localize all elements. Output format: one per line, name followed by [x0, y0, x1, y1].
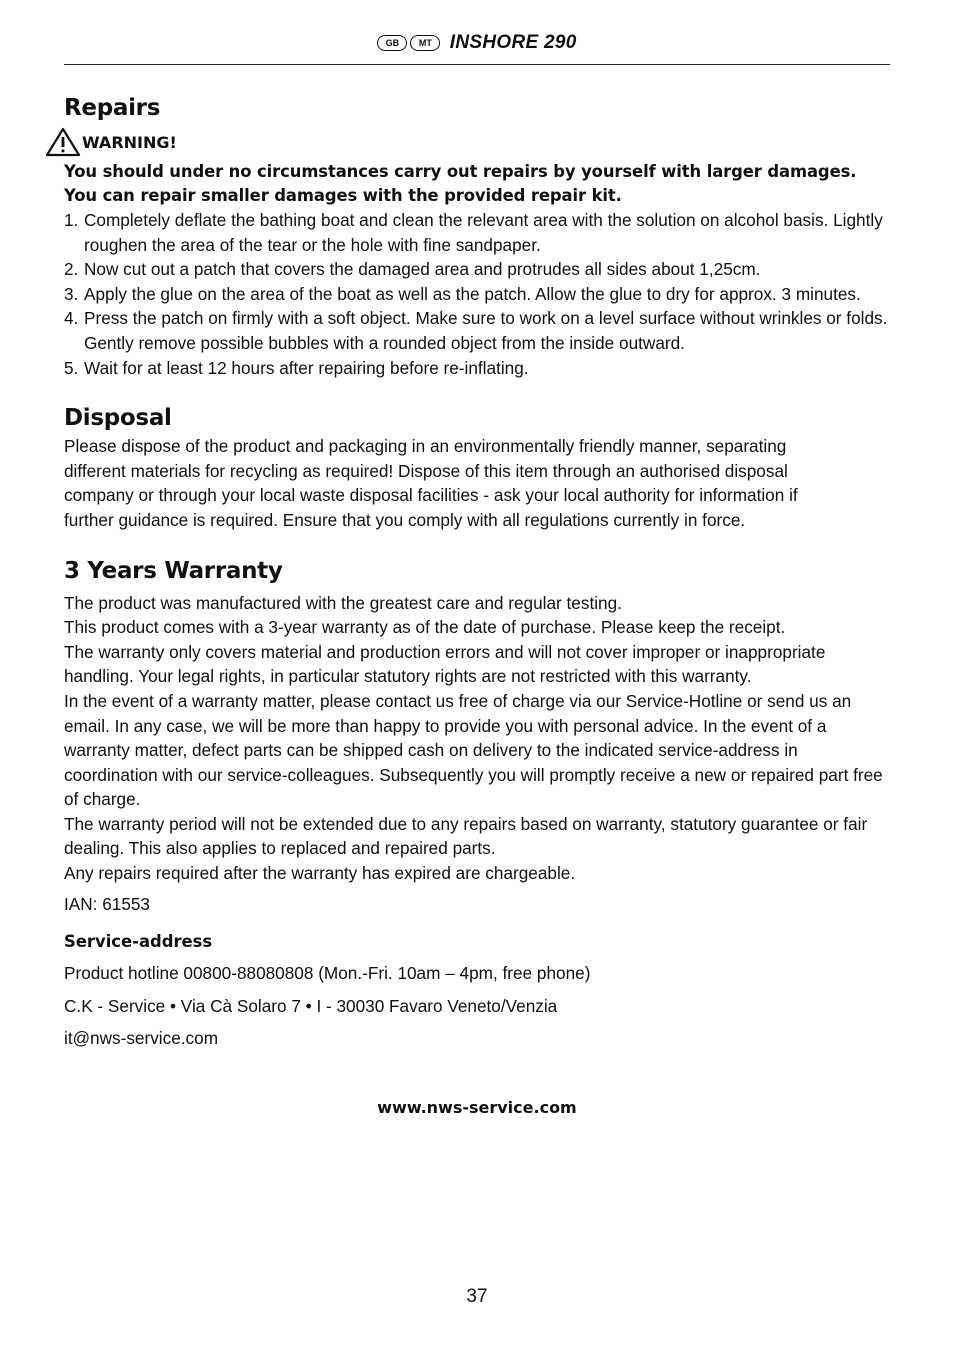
country-badge-gb: GB	[377, 35, 407, 51]
warning-label: WARNING!	[82, 132, 177, 152]
list-item: 2. Now cut out a patch that covers the damaged area and protrudes all sides about 1,25cm.	[64, 259, 761, 280]
ian-number: IAN: 61553	[64, 893, 150, 914]
warning-triangle-icon	[44, 126, 82, 158]
service-email[interactable]: it@nws-service.com	[64, 1028, 219, 1049]
warning-row	[44, 126, 894, 158]
service-hotline: Product hotline 00800-88080808 (Mon.-Fri. 10am – 4pm, free phone)	[64, 963, 591, 984]
page-number: 37	[466, 1286, 488, 1307]
warranty-paragraph: Any repairs required after the warranty has expired are chargeable.	[64, 863, 576, 884]
list-item: 5. Wait for at least 12 hours after repairing before re-inflating.	[64, 357, 529, 378]
list-item: 1. Completely deflate the bathing boat and clean the relevant area with the solution on alcohol basis. Lightly roughen the area of the tear or the hole with fine sandpaper.	[64, 210, 883, 255]
country-badge-mt: MT	[410, 35, 440, 51]
repairs-heading: Repairs	[64, 95, 161, 121]
warranty-paragraph: The warranty period will not be extended due to any repairs based on warranty, statutory guarantee or fair dealing. This also applies to replaced and repaired parts.	[64, 813, 868, 859]
model-name: INSHORE 290	[449, 32, 577, 53]
warranty-heading: 3 Years Warranty	[64, 557, 283, 584]
disposal-heading: Disposal	[64, 405, 172, 432]
warranty-paragraph: In the event of a warranty matter, please contact us free of charge via our Service-Hotline or send us an email. In any case, we will be more than happy to provide you with personal advice. In the event of a warranty matter, defect parts can be shipped cash on delivery to the indicated service-address in coordination with our service-colleagues. Subsequently you will promptly receive a new or repaired part free of charge.	[64, 690, 883, 810]
page-header	[64, 30, 890, 65]
website-link[interactable]: www.nws-service.com	[377, 1098, 577, 1117]
list-item: 3. Apply the glue on the area of the boat as well as the patch. Allow the glue to dry for approx. 3 minutes.	[64, 283, 861, 304]
repair-steps	[64, 208, 894, 380]
service-address-heading: Service-address	[64, 932, 213, 952]
warranty-paragraph: The warranty only covers material and production errors and will not cover improper or inappropriate handling. Your legal rights, in particular statutory rights are not restricted with this warranty.	[64, 641, 826, 687]
disposal-text: Please dispose of the product and packaging in an environmentally friendly manner, separating different materials for recycling as required! Dispose of this item through an authorised disposal company or through your local waste disposal facilities - ask your local authority for information if further guidance is required. Ensure that you comply with all regulations currently in force.	[64, 436, 798, 530]
warning-text: You should under no circumstances carry out repairs by yourself with larger damages. You can repair smaller damages with the provided repair kit.	[64, 162, 857, 205]
warranty-paragraph: The product was manufactured with the greatest care and regular testing.	[64, 592, 622, 613]
list-item: 4. Press the patch on firmly with a soft object. Make sure to work on a level surface without wrinkles or folds. Gently remove possible bubbles with a rounded object from the inside outward.	[64, 308, 888, 353]
service-address: C.K - Service • Via Cà Solaro 7 • I - 30030 Favaro Veneto/Venzia	[64, 995, 558, 1016]
warranty-paragraph: This product comes with a 3-year warranty as of the date of purchase. Please keep the receipt.	[64, 617, 786, 638]
page-content	[64, 92, 894, 1051]
